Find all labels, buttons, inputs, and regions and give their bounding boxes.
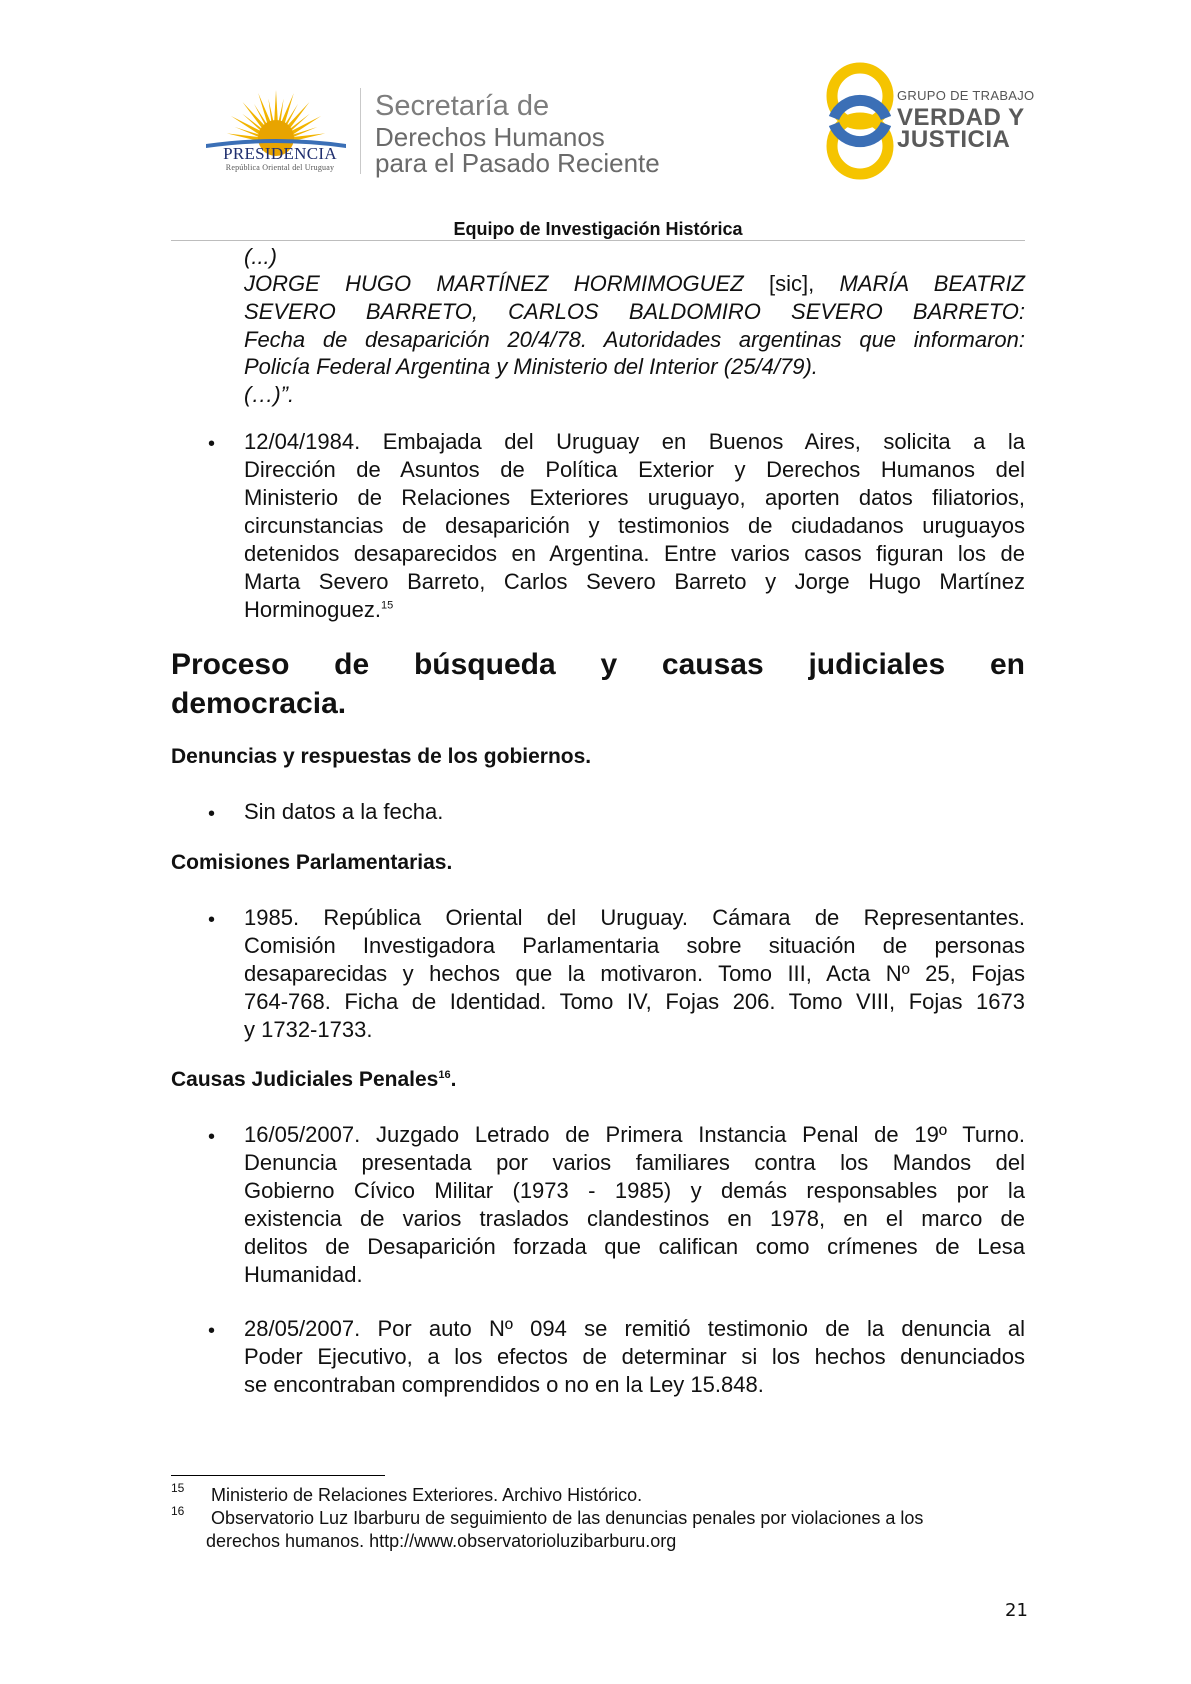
bullet-1984-line: Dirección de Asuntos de Política Exterior y Derechos Humanos del [244,457,1025,482]
bullet-marker: • [208,1320,216,1342]
bullet-marker: • [208,433,216,455]
header-divider [360,88,361,174]
causa-2-line: Poder Ejecutivo, a los efectos de determinar si los hechos denunciados [244,1344,1025,1369]
section-title-word: de [334,648,370,681]
causas-heading-period: . [450,1068,457,1091]
bullet-1984-line: 12/04/1984. Embajada del Uruguay en Buenos Aires, solicita a la [244,429,1025,454]
causas-heading-text: Causas Judiciales Penales [171,1068,439,1091]
causa-1-last-line: Humanidad. [244,1262,363,1287]
section-title-word: judiciales [808,648,946,681]
comisiones-last-line: y 1732-1733. [244,1017,373,1042]
footnote-ref-16[interactable]: 16 [438,1069,451,1081]
bullet-1984-line: Marta Severo Barreto, Carlos Severo Barreto y Jorge Hugo Martínez [244,569,1025,594]
denuncias-heading: Denuncias y respuestas de los gobiernos. [171,745,592,768]
quote-name-1: JORGE HUGO MARTÍNEZ HORMIMOGUEZ [244,271,744,296]
section-title-line-1 [171,646,1025,683]
section-title-line-2: democracia. [171,687,347,720]
footnote-rule [171,1475,385,1476]
team-title: Equipo de Investigación Histórica [453,219,743,239]
footnote-15-text: Ministerio de Relaciones Exteriores. Archivo Histórico. [211,1485,643,1505]
bullet-1984-line: Ministerio de Relaciones Exteriores uruguayo, aporten datos filiatorios, [244,485,1025,510]
comisiones-heading: Comisiones Parlamentarias. [171,851,453,874]
footnote-ref-15[interactable]: 15 [380,599,394,612]
quote-line-6: (…)”. [244,382,295,407]
quote-sic: [sic], [743,271,840,296]
comisiones-line: 764-768. Ficha de Identidad. Tomo IV, Fojas 206. Tomo VIII, Fojas 1673 [244,989,1025,1014]
quote-line-2 [244,270,1025,298]
bullet-marker: • [208,909,216,931]
justicia-label: JUSTICIA [897,126,1011,153]
quote-name-2: MARÍA BEATRIZ [839,271,1025,296]
grupo-trabajo-label: GRUPO DE TRABAJO [897,88,1035,103]
quote-line-3: SEVERO BARRETO, CARLOS BALDOMIRO SEVERO BARRETO: [244,299,1025,324]
comisiones-line: 1985. República Oriental del Uruguay. Cámara de Representantes. [244,905,1025,930]
causa-1-line: 16/05/2007. Juzgado Letrado de Primera Instancia Penal de 19º Turno. [244,1122,1025,1147]
footnote-16-text-line-1: Observatorio Luz Ibarburu de seguimiento de las denuncias penales por violaciones a los [211,1508,924,1528]
quote-line-5: Policía Federal Argentina y Ministerio del Interior (25/4/79). [244,354,818,379]
causa-2-line: 28/05/2007. Por auto Nº 094 se remitió testimonio de la denuncia al [244,1316,1025,1341]
causa-1-line: Gobierno Cívico Militar (1973 - 1985) y demás responsables por la [244,1178,1025,1203]
footnote-16-text-line-2[interactable]: derechos humanos. http://www.observatorioluzibarburu.org [206,1531,677,1551]
comisiones-line: Comisión Investigadora Parlamentaria sobre situación de personas [244,933,1025,958]
section-title-word: en [989,648,1025,681]
secretaria-line-3: para el Pasado Reciente [375,148,660,178]
section-title-word: causas [661,648,764,681]
secretaria-line-1: Secretaría de [375,90,550,122]
verdad-label: VERDAD Y [897,104,1025,131]
header-rule [171,240,1025,241]
bullet-marker: • [208,1126,216,1148]
causa-1-line: Denuncia presentada por varios familiares contra los Mandos del [244,1150,1025,1175]
section-title-word: búsqueda [413,648,556,681]
causa-1-line: delitos de Desaparición forzada que califican como crímenes de Lesa [244,1234,1025,1259]
presidencia-label: PRESIDENCIA [223,144,337,163]
presidencia-subtitle: República Oriental del Uruguay [225,163,335,172]
footnote-16-number: 16 [171,1504,185,1518]
quote-line-4: Fecha de desaparición 20/4/78. Autoridades argentinas que informaron: [244,327,1025,352]
footnote-15-number: 15 [171,1481,185,1495]
causa-2-last-line: se encontraban comprendidos o no en la Ley 15.848. [244,1372,764,1397]
page-number: 21 [1005,1600,1028,1621]
quote-line-1: (...) [244,244,277,269]
causa-1-line: existencia de varios traslados clandestinos en 1978, en el marco de [244,1206,1025,1231]
bullet-1984-line: detenidos desaparecidos en Argentina. Entre varios casos figuran los de [244,541,1025,566]
denuncias-item: Sin datos a la fecha. [244,799,444,824]
bullet-1984-last-line [244,596,393,624]
bullet-1984-last-text: Horminoguez. [244,597,381,622]
secretaria-line-2: Derechos Humanos [375,122,605,152]
bullet-marker: • [208,803,216,825]
bullet-1984-line: circunstancias de desaparición y testimonios de ciudadanos uruguayos [244,513,1025,538]
causas-heading [171,1068,456,1092]
comisiones-line: desaparecidas y hechos que la motivaron. Tomo III, Acta Nº 25, Fojas [244,961,1025,986]
section-title-word: Proceso [171,648,290,681]
section-title-word: y [600,648,618,681]
